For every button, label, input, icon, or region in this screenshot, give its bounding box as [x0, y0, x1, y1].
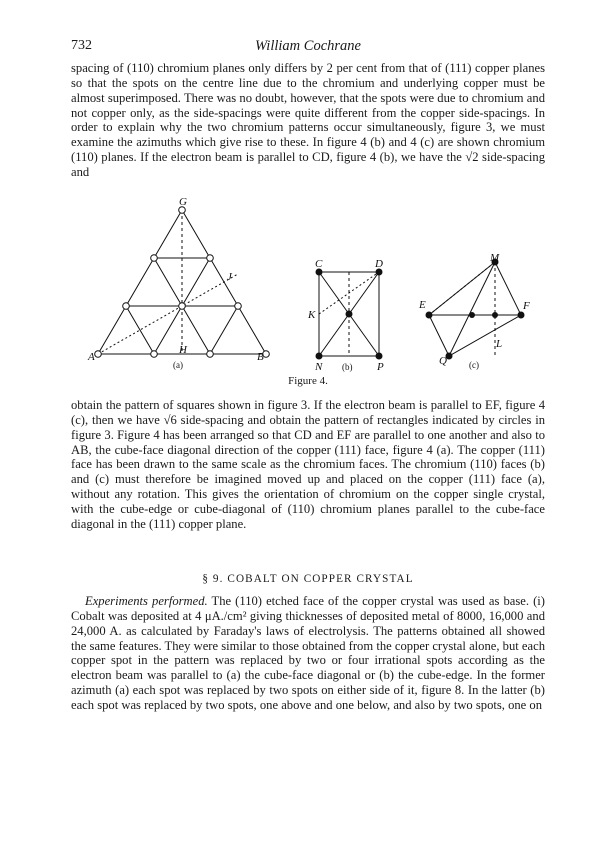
running-header — [71, 38, 545, 56]
figure-4c — [429, 262, 521, 356]
point-label-j: J — [227, 271, 232, 283]
paragraph-2 — [71, 398, 545, 532]
figure-4a-label: (a) — [173, 360, 183, 370]
figure-caption: Figure 4. — [288, 375, 328, 387]
page-number: 732 — [71, 38, 92, 53]
figure-4c-nodes — [426, 259, 525, 360]
figure-4c-label: (c) — [469, 360, 479, 370]
figure-4c-labels — [418, 252, 530, 367]
running-title: William Cochrane — [255, 38, 361, 54]
point-label-c: C — [315, 258, 323, 270]
point-label-d: D — [375, 258, 383, 270]
paragraph-3-body: The (110) etched face of the copper crystal was used as base. (i) Cobalt was deposited at 4 μA./cm² giving thicknesses of deposited metal of 8000, 16,000 and 24,000 A. as calculated by Faraday's laws of electrolysis. The patterns obtained all showed the same features. They were similar to those obtained from the copper crystal alone, but each copper spot in the pattern was replaced by two or four irrational spots according as the electron beam was parallel to (a) the cube-face diagonal or (b) the cube-edge. In the former azimuth (a) each spot was replaced by two spots on either side of it, figure 8. In the latter (b) each spot was replaced by two spots, one above and one below, and also by two spots, one on — [71, 594, 545, 712]
figure-4b-label: (b) — [342, 362, 353, 372]
point-label-m: M — [490, 252, 500, 264]
point-label-g: G — [179, 196, 187, 208]
paragraph-2-text: obtain the pattern of squares shown in figure 3. If the electron beam is parallel to EF, figure 4 (c), then we have √6 side-spacing and obtain the pattern of rectangles indicated by circles in figure 3. Figure 4 has been arranged so that CD and EF are parallel to one another and also to AB, the cube-face diagonal direction of the copper (111) face, figure 4 (a). The copper (111) face has been drawn to the same scale as the chromium faces. The chromium (110) faces (b) and (c) must therefore be imagined moved up and placed on the copper (111) face (a), without any rotation. This gives the orientation of chromium on the copper single crystal, with the cube-edge or cube-diagonal of (110) chromium planes parallel to the cube-face diagonal in the (111) copper plane. — [71, 398, 545, 531]
section-heading: § 9. COBALT ON COPPER CRYSTAL — [202, 573, 414, 585]
point-label-q: Q — [439, 355, 447, 367]
point-label-h: H — [179, 344, 187, 356]
paragraph-3-lead: Experiments performed. — [85, 594, 208, 608]
point-label-a: A — [88, 351, 95, 363]
paragraph-3 — [71, 594, 545, 713]
paragraph-1 — [71, 61, 545, 180]
paragraph-1-text: spacing of (110) chromium planes only differs by 2 per cent from that of (111) copper planes so that the spots on the centre line due to the chromium and underlying copper must be almost superimposed. There was no doubt, however, that the spots were due to chromium and not copper only, as the side-spacings were quite different from the copper side-spacings. In order to explain why the two chromium patterns occur simultaneously, figure 3, we must examine the azimuths which give rise to these. In figure 4 (b) and 4 (c) are shown chromium (110) planes. If the electron beam is parallel to CD, figure 4 (b), we have the √2 side-spacing and — [71, 61, 545, 179]
point-label-b: B — [257, 351, 264, 363]
point-label-n: N — [315, 361, 323, 373]
paragraph-3-text — [71, 594, 545, 713]
point-label-p: P — [377, 361, 384, 373]
point-label-f: F — [523, 300, 530, 312]
point-label-k: K — [308, 309, 316, 321]
point-label-e: E — [419, 299, 426, 311]
figure-4a — [98, 210, 266, 354]
point-label-l: L — [496, 338, 503, 350]
figure-4 — [85, 196, 530, 376]
